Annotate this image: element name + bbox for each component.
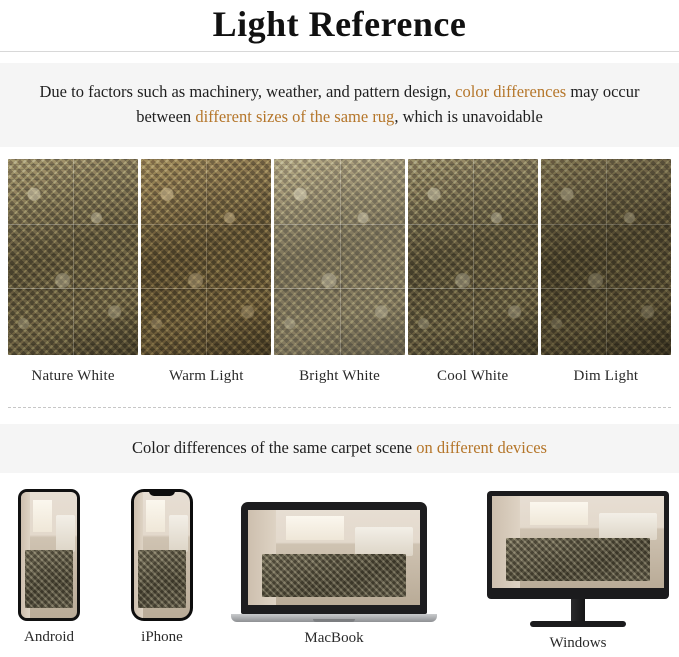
swatch-cell	[141, 159, 271, 385]
macbook-hinge-notch	[313, 619, 355, 622]
swatch-label: Dim Light	[573, 368, 639, 384]
macbook-lid	[241, 502, 427, 614]
scene-window	[33, 500, 52, 533]
scene-rug	[138, 550, 185, 608]
macbook-base	[231, 614, 437, 622]
device-label: MacBook	[304, 630, 364, 646]
rug-swatch-image	[141, 159, 271, 355]
scene-window	[286, 516, 344, 541]
swatch-label: Cool White	[437, 368, 509, 384]
iphone-screen	[134, 492, 190, 618]
room-scene	[21, 492, 77, 618]
light-swatch-row	[0, 159, 679, 385]
scene-sofa	[355, 527, 413, 556]
device-label: Android	[24, 629, 74, 645]
light-tint-overlay	[8, 159, 138, 355]
scene-window	[146, 500, 165, 533]
rug-swatch-image	[274, 159, 404, 355]
scene-window	[530, 502, 588, 526]
swatch-label: Nature White	[31, 368, 115, 384]
room-scene	[134, 492, 190, 618]
swatch-cell	[8, 159, 138, 385]
windows-monitor-frame	[487, 491, 669, 627]
scene-rug	[506, 538, 651, 580]
monitor-screen	[492, 496, 664, 588]
device-windows	[487, 491, 669, 652]
room-scene	[248, 510, 420, 605]
monitor-bezel	[487, 491, 669, 599]
disclaimer-highlight-2: different sizes of the same rug	[195, 107, 395, 126]
android-phone-frame	[18, 489, 80, 621]
page-title-area	[0, 0, 679, 52]
device-banner-text: Color differences of the same carpet scene	[132, 438, 417, 457]
device-label: Windows	[549, 635, 607, 651]
disclaimer-text-3: , which is unavoidable	[394, 107, 543, 126]
disclaimer-banner	[0, 63, 679, 147]
disclaimer-text-2: may occur between	[136, 82, 640, 126]
swatch-cell	[541, 159, 671, 385]
rug-swatch-image	[408, 159, 538, 355]
device-iphone	[131, 489, 193, 646]
light-tint-overlay	[408, 159, 538, 355]
scene-sofa	[599, 513, 657, 541]
macbook-frame	[231, 502, 437, 622]
iphone-notch	[149, 489, 175, 496]
light-tint-overlay	[141, 159, 271, 355]
device-row	[0, 487, 679, 657]
monitor-stand-neck	[571, 599, 585, 621]
scene-rug	[262, 554, 407, 598]
device-banner-highlight: on different devices	[416, 438, 547, 457]
scene-sofa	[169, 515, 188, 553]
iphone-frame	[131, 489, 193, 621]
device-macbook	[231, 502, 437, 647]
disclaimer-text-1: Due to factors such as machinery, weather, and pattern design,	[39, 82, 456, 101]
android-screen	[21, 492, 77, 618]
scene-rug	[25, 550, 72, 608]
monitor-stand-foot	[530, 621, 626, 627]
swatch-cell	[274, 159, 404, 385]
disclaimer-highlight-1: color differences	[455, 82, 567, 101]
swatch-cell	[408, 159, 538, 385]
light-tint-overlay	[541, 159, 671, 355]
page-title: Light Reference	[212, 4, 467, 44]
device-section-banner	[0, 424, 679, 473]
title-divider	[0, 51, 679, 52]
scene-sofa	[56, 515, 75, 553]
device-label: iPhone	[141, 629, 183, 645]
section-divider	[8, 407, 671, 408]
swatch-label: Bright White	[299, 368, 380, 384]
device-android	[18, 489, 80, 646]
macbook-screen	[248, 510, 420, 605]
rug-swatch-image	[541, 159, 671, 355]
rug-swatch-image	[8, 159, 138, 355]
room-scene	[492, 496, 664, 588]
light-tint-overlay	[274, 159, 404, 355]
swatch-label: Warm Light	[169, 368, 244, 384]
